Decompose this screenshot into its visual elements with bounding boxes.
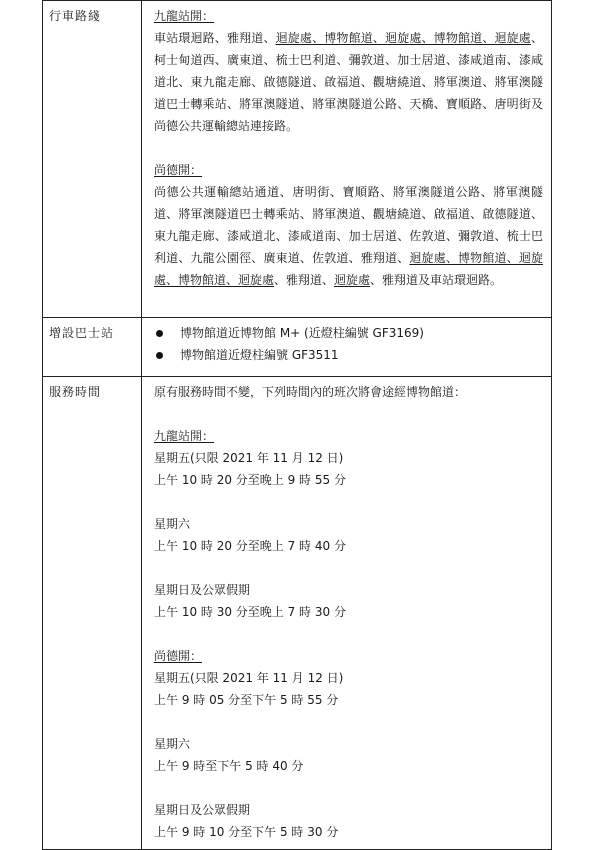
route-segment: 車站環迴路、雅翔道、: [154, 31, 276, 45]
spacer: [154, 491, 543, 513]
stops-content: [142, 318, 552, 377]
schedule-day: 星期五(只限 2021 年 11 月 12 日): [154, 671, 344, 685]
bullet-icon: [156, 330, 163, 337]
list-item: [154, 322, 543, 344]
schedule-time: 上午 10 時 30 分至晚上 7 時 30 分: [154, 605, 346, 619]
schedule-time: 上午 10 時 20 分至晚上 7 時 40 分: [154, 539, 346, 553]
underlined-route-segment: 迴旋處: [334, 273, 371, 287]
schedule-day: 星期日及公眾假期: [154, 583, 251, 597]
stops-label: 增設巴士站: [43, 318, 142, 377]
hours-kowloon-heading: 九龍站開：: [154, 429, 215, 443]
spacer: [154, 777, 543, 799]
hours-sheung-tak-heading: 尚德開：: [154, 649, 203, 663]
schedule-day: 星期六: [154, 517, 191, 531]
spacer: [154, 557, 543, 579]
route-content: [142, 1, 552, 318]
route-change-table: [42, 0, 552, 850]
schedule-time: 上午 9 時至下午 5 時 40 分: [154, 759, 304, 773]
route-sheung-tak-heading: 尚德開：: [154, 163, 203, 177]
spacer: [154, 711, 543, 733]
route-sheung-tak-text: [154, 181, 543, 291]
route-segment: 、雅翔道、: [274, 273, 335, 287]
hours-intro: 原有服務時間不變，下列時間內的班次將會途經博物館道：: [154, 385, 467, 399]
hours-label: 服務時間: [43, 377, 142, 850]
stop-text: 博物館道近博物館 M+ (近燈柱編號 GF3169): [180, 326, 424, 340]
list-item: [154, 344, 543, 366]
route-segment: 、雅翔道及車站環迴路。: [370, 273, 503, 287]
schedule-time: 上午 9 時 05 分至下午 5 時 55 分: [154, 693, 339, 707]
route-kowloon-heading: 九龍站開：: [154, 9, 215, 23]
stops-list: [154, 322, 543, 366]
bullet-icon: [156, 352, 163, 359]
stops-row: [43, 318, 552, 377]
stop-text: 博物館道近燈柱編號 GF3511: [180, 348, 339, 362]
underlined-route-segment: 迴旋處、博物館道、迴旋處、博物館道、迴旋處: [154, 251, 543, 287]
route-segment: 、柯士甸道西、廣東道、梳士巴利道、彌敦道、加士居道、漆咸道南、漆咸道北、東九龍走廊、啟德隧道、啟福道、觀塘繞道、將軍澳道、將軍澳隧道巴士轉乘站、將軍澳隧道、將軍澳隧道公路、天橋、寶順路、唐明街及尚德公共運輸總站連接路。: [154, 31, 543, 133]
route-row: [43, 1, 552, 318]
route-segment: 尚德公共運輸總站通道、唐明街、寶順路、將軍澳隧道公路、將軍澳隧道、將軍澳隧道巴士轉乘站、將軍澳道、觀塘繞道、啟福道、啟德隧道、東九龍走廊、漆咸道北、漆咸道南、加士居道、佐敦道、彌敦道、梳士巴利道、九龍公園徑、廣東道、佐敦道、雅翔道、: [154, 185, 543, 265]
spacer: [154, 137, 543, 159]
underlined-route-segment: 迴旋處、博物館道、迴旋處、博物館道、迴旋處: [275, 31, 531, 45]
schedule-day: 星期六: [154, 737, 191, 751]
schedule-day: 星期五(只限 2021 年 11 月 12 日): [154, 451, 344, 465]
schedule-time: 上午 9 時 10 分至下午 5 時 30 分: [154, 825, 339, 839]
schedule-day: 星期日及公眾假期: [154, 803, 251, 817]
hours-row: [43, 377, 552, 850]
spacer: [154, 403, 543, 425]
route-label: 行車路綫: [43, 1, 142, 318]
schedule-time: 上午 10 時 20 分至晚上 9 時 55 分: [154, 473, 346, 487]
spacer: [154, 623, 543, 645]
document-page: [42, 0, 552, 839]
route-kowloon-text: [154, 27, 543, 137]
hours-content: [142, 377, 552, 850]
